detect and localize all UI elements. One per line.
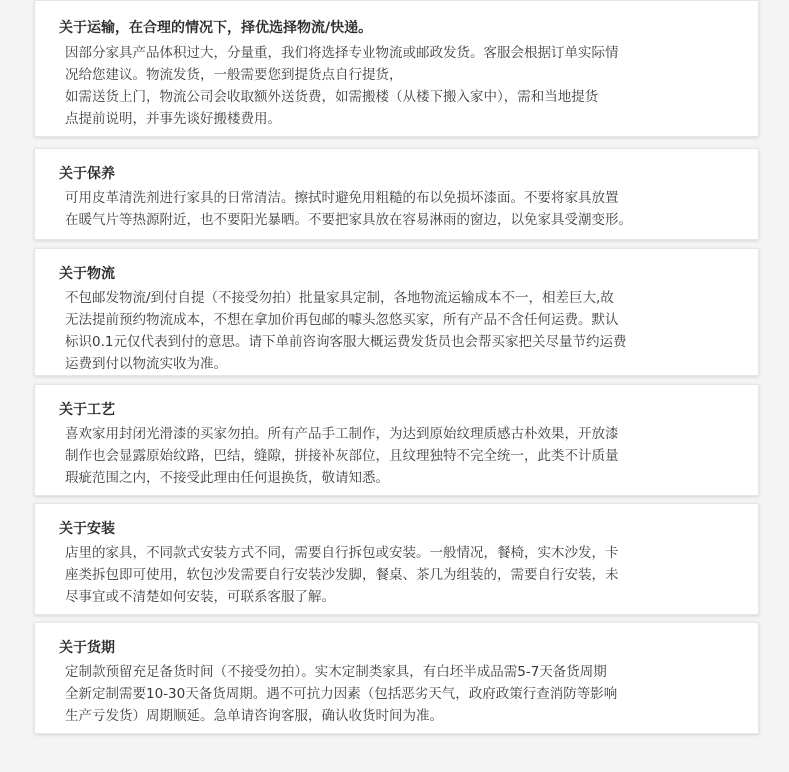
section-shipping — [34, 0, 759, 137]
section-text-line: 全新定制需要10-30天备货周期。遇不可抗力因素（包括恶劣天气，政府政策行查消防等影响 — [65, 686, 618, 702]
section-title: 关于运输，在合理的情况下，择优选择物流/快递。 — [59, 20, 373, 36]
section-text-line: 座类拆包即可使用，软包沙发需要自行安装沙发脚，餐桌、茶几为组装的，需要自行安装，未 — [65, 567, 619, 583]
section-text-line: 喜欢家用封闭光滑漆的买家勿拍。所有产品手工制作，为达到原始纹理质感古朴效果，开放漆 — [65, 426, 619, 442]
section-text-line: 标识0.1元仅代表到付的意思。请下单前咨询客服大概运费发货员也会帮买家把关尽量节约运费 — [65, 334, 627, 350]
section-text-line: 点提前说明，并事先谈好搬楼费用。 — [65, 111, 281, 127]
section-craftsmanship — [34, 384, 759, 496]
section-maintenance — [34, 148, 759, 240]
section-text-line: 不包邮发物流/到付自提（不接受勿拍）批量家具定制，各地物流运输成本不一，相差巨大,故 — [65, 290, 614, 306]
section-text-line: 在暖气片等热源附近，也不要阳光暴晒。不要把家具放在容易淋雨的窗边，以免家具受潮变形。 — [65, 212, 632, 228]
section-lead-time — [34, 622, 759, 734]
section-text-line: 可用皮革清洗剂进行家具的日常清洁。擦拭时避免用粗糙的布以免损坏漆面。不要将家具放置 — [65, 190, 619, 206]
section-text-line: 定制款预留充足备货时间（不接受勿拍）。实木定制类家具，有白坯半成品需5-7天备货周期 — [65, 664, 607, 680]
section-title: 关于保养 — [59, 166, 115, 182]
section-title: 关于工艺 — [59, 402, 115, 418]
section-text-line: 如需送货上门，物流公司会收取额外送货费，如需搬楼（从楼下搬入家中），需和当地提货 — [65, 89, 599, 105]
section-text-line: 运费到付以物流实收为准。 — [65, 356, 227, 372]
section-title: 关于货期 — [59, 640, 115, 656]
section-installation — [34, 503, 759, 615]
section-title: 关于物流 — [59, 266, 115, 282]
section-logistics — [34, 248, 759, 376]
section-text-line: 因部分家具产品体积过大，分量重，我们将选择专业物流或邮政发货。客服会根据订单实际情 — [65, 45, 619, 61]
section-text-line: 况给您建议。物流发货，一般需要您到提货点自行提货， — [65, 67, 403, 83]
section-text-line: 尽事宜或不清楚如何安装，可联系客服了解。 — [65, 589, 335, 605]
section-text-line: 瑕疵范围之内，不接受此理由任何退换货，敬请知悉。 — [65, 470, 389, 486]
section-text-line: 制作也会显露原始纹路，巴结，缝隙，拼接补灰部位，且纹理独特不完全统一，此类不计质量 — [65, 448, 619, 464]
section-text-line: 生产亏发货）周期顺延。急单请咨询客服，确认收货时间为准。 — [65, 708, 443, 724]
section-text-line: 无法提前预约物流成本，不想在拿加价再包邮的噱头忽悠买家，所有产品不含任何运费。默认 — [65, 312, 619, 328]
section-title: 关于安装 — [59, 521, 115, 537]
section-text-line: 店里的家具，不同款式安装方式不同，需要自行拆包或安装。一般情况，餐椅，实木沙发，卡 — [65, 545, 619, 561]
